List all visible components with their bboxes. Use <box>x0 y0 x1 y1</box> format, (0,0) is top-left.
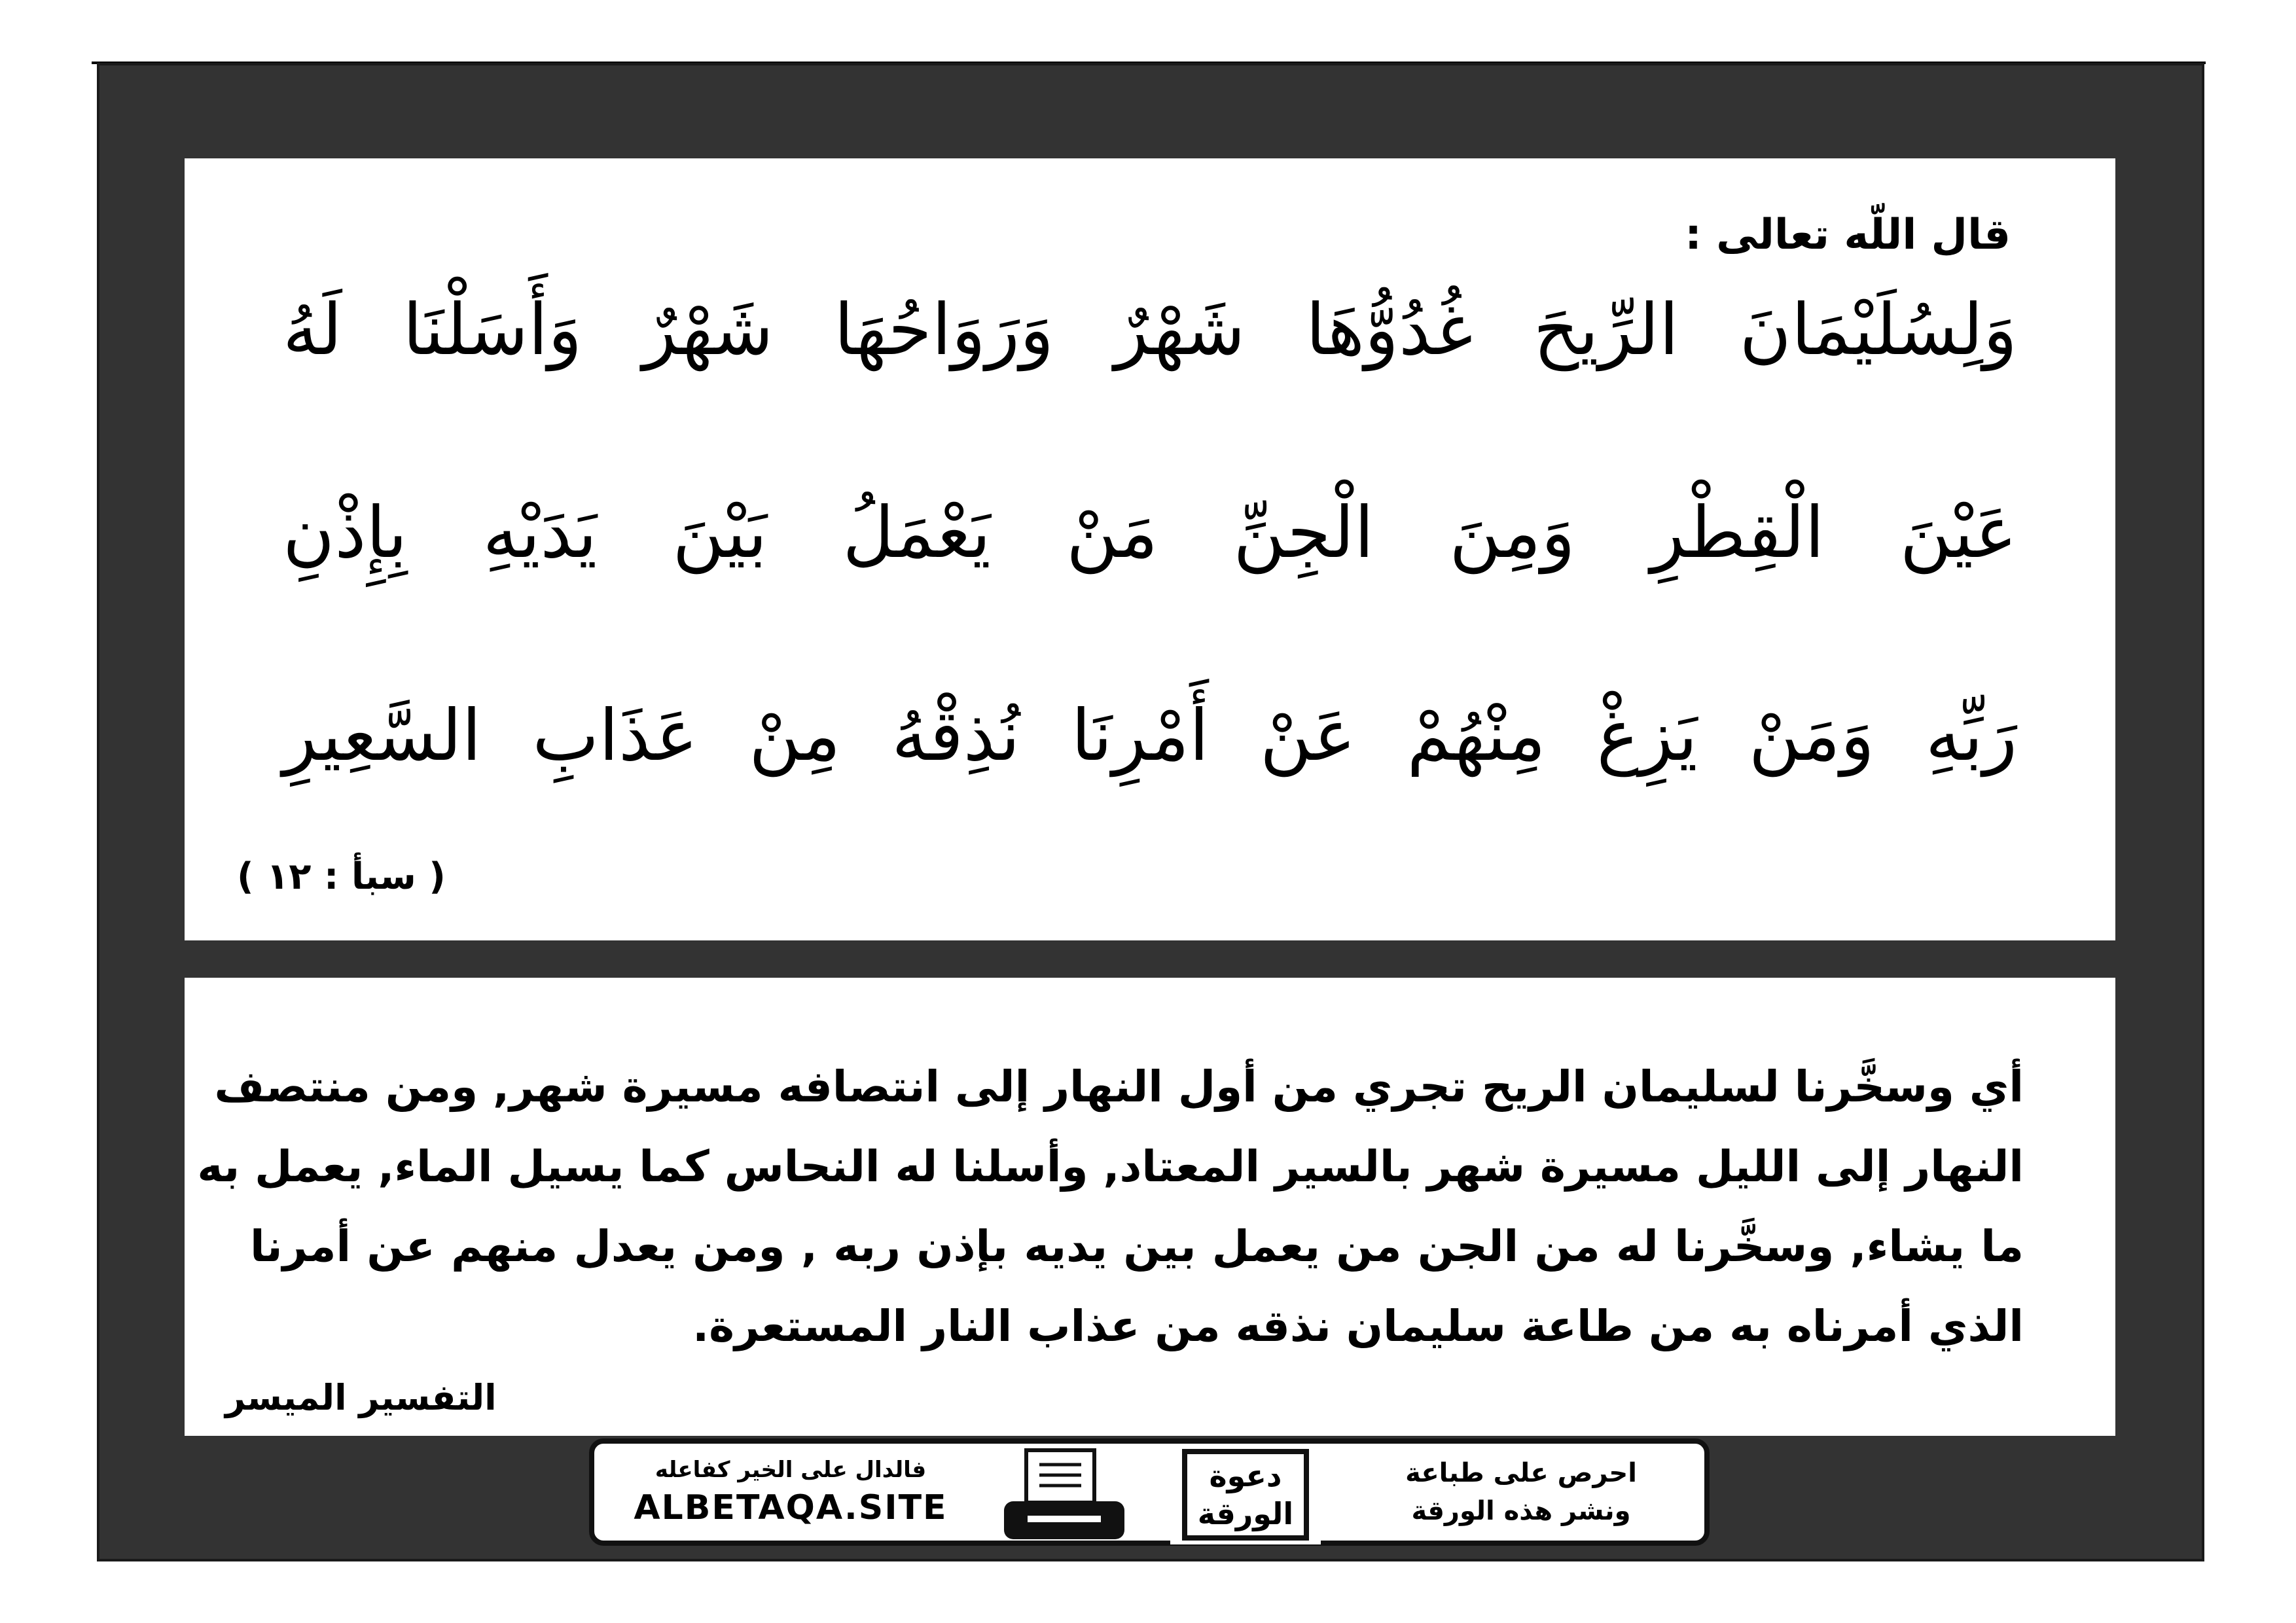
footer-tagline: فالدال على الخير كفاعله <box>655 1457 927 1483</box>
verse-line-3: رَبِّهِ وَمَنْ يَزِغْ مِنْهُمْ عَنْ أَمْرِنَا نُذِقْهُ مِنْ عَذَابِ السَّعِيرِ <box>283 695 2017 777</box>
dawah-logo <box>1170 1445 1321 1544</box>
tafsir-line-1: أي وسخَّرنا لسليمان الريح تجري من أول النهار إلى انتصافه مسيرة شهر, ومن منتصف <box>214 1061 2024 1112</box>
logo-line-2: الورقة <box>1197 1496 1294 1531</box>
footer-banner <box>589 1438 1710 1546</box>
verse-reference: ( سبأ : ١٢ ) <box>237 855 446 898</box>
tafsir-line-2: النهار إلى الليل مسيرة شهر بالسير المعتاد, وأسلنا له النحاس كما يسيل الماء, يعمل به <box>197 1141 2024 1192</box>
tafsir-panel <box>185 978 2115 1436</box>
verse-panel <box>185 158 2115 940</box>
tafsir-source: التفسير الميسر <box>225 1377 497 1418</box>
footer-site-block <box>594 1444 987 1541</box>
footer-site-link[interactable]: ALBETAQA.SITE <box>634 1488 948 1527</box>
footer-cta-line-1: احرص على طباعة <box>1405 1458 1637 1488</box>
logo-line-1: دعوة <box>1209 1458 1282 1493</box>
panel-divider <box>185 940 2115 978</box>
verse-line-1: وَلِسُلَيْمَانَ الرِّيحَ غُدُوُّهَا شَهْرٌ وَرَوَاحُهَا شَهْرٌ وَأَسَلْنَا لَهُ <box>283 289 2017 371</box>
printer-icon <box>999 1446 1130 1543</box>
footer-cta-line-2: ونشر هذه الورقة <box>1411 1496 1631 1526</box>
verse-line-2: عَيْنَ الْقِطْرِ وَمِنَ الْجِنِّ مَنْ يَعْمَلُ بَيْنَ يَدَيْهِ بِإِذْنِ <box>283 492 2017 574</box>
verse-heading: قال اللّه تعالى : <box>1685 211 2011 259</box>
footer-cta-block <box>1338 1444 1704 1541</box>
logo-text <box>1170 1457 1321 1533</box>
tafsir-line-3: ما يشاء, وسخَّرنا له من الجن من يعمل بين يديه بإذن ربه , ومن يعدل منهم عن أمرنا <box>250 1221 2024 1272</box>
tafsir-line-4: الذي أمرناه به من طاعة سليمان نذقه من عذاب النار المستعرة. <box>692 1301 2024 1351</box>
